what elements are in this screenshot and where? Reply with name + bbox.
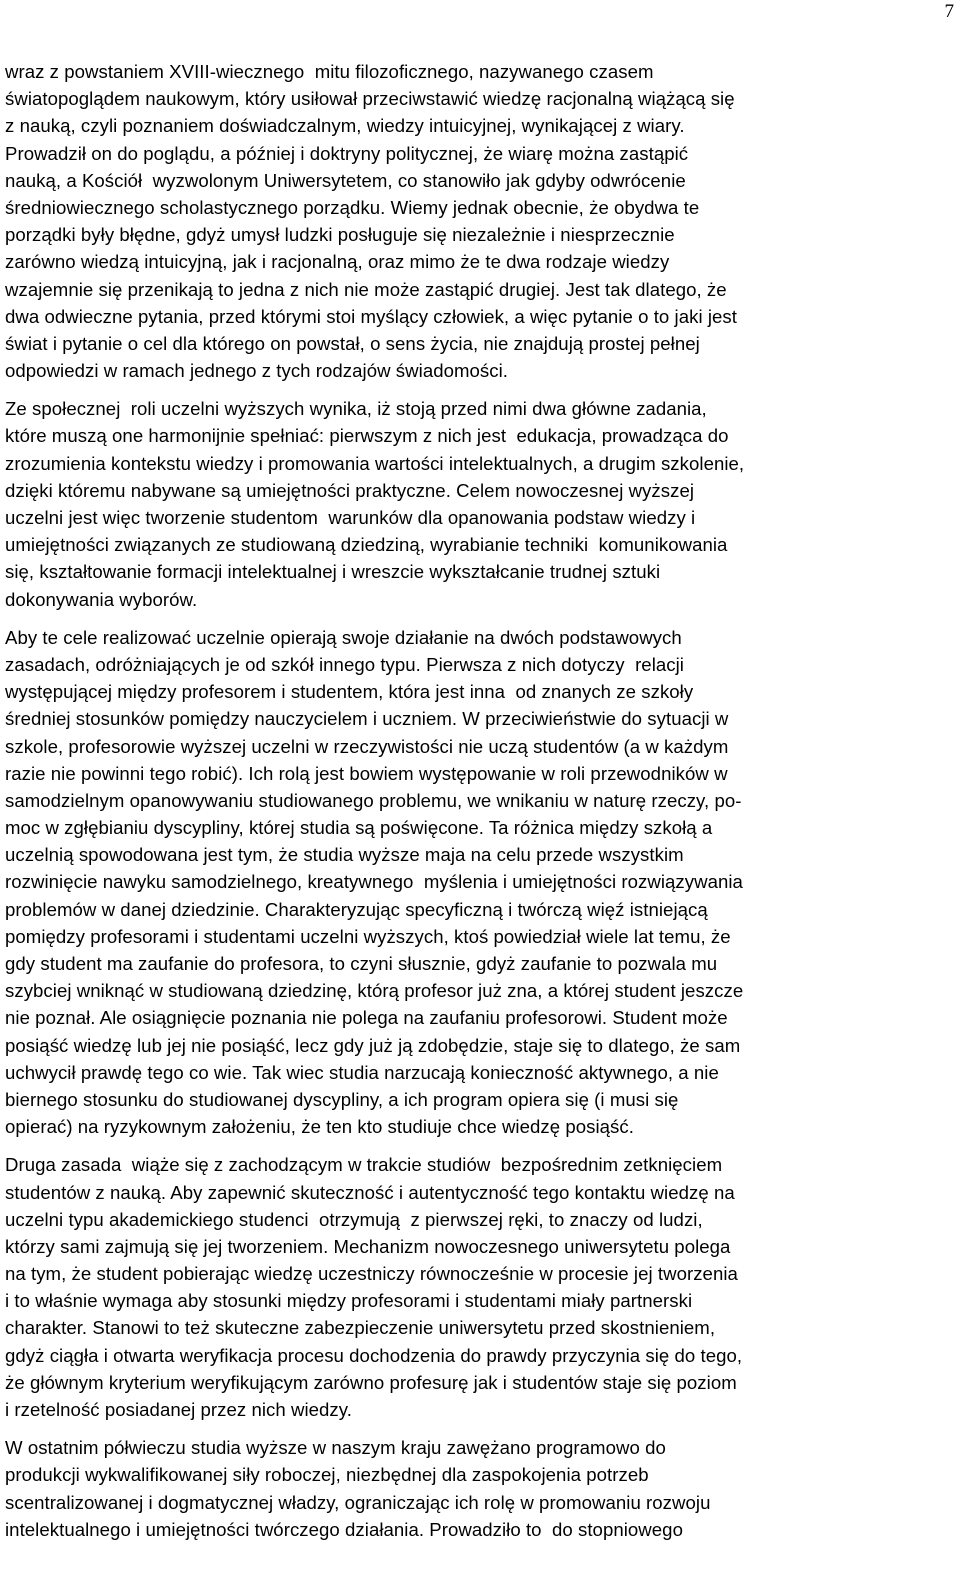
text-line: gdyż ciągła i otwarta weryfikacja procesu dochodzenia do prawdy przyczynia się do tego,: [5, 1344, 743, 1366]
text-line: dokonywania wyborów.: [5, 588, 198, 610]
text-line: problemów w danej dziedzinie. Charakteryzując specyficzną i twórczą więź istniejącą: [5, 898, 708, 920]
text-line: którzy sami zajmują się jej tworzeniem. Mechanizm nowoczesnego uniwersytetu polega: [5, 1235, 731, 1257]
text-line: na tym, że student pobierając wiedzę uczestniczy równocześnie w procesie jej tworzenia: [5, 1263, 738, 1285]
body-text: [5, 58, 950, 1554]
text-line: posiąść wiedzę lub jej nie posiąść, lecz gdy już ją zdobędzie, staje się to dlatego, że sam: [5, 1034, 741, 1056]
text-line: nie poznał. Ale osiągnięcie poznania nie polega na zaufaniu profesorowi. Student może: [5, 1007, 728, 1029]
text-line: biernego stosunku do studiowanej dyscypliny, a ich program opiera się (i musi się: [5, 1088, 679, 1110]
text-line: szybciej wniknąć w studiowaną dziedzinę, którą profesor już zna, a której student jeszcze: [5, 980, 744, 1002]
text-line: zarówno wiedzą intuicyjną, jak i racjonalną, oraz mimo że te dwa rodzaje wiedzy: [5, 251, 670, 273]
text-line: uczelnią spowodowana jest tym, że studia wyższe maja na celu przede wszystkim: [5, 844, 684, 866]
text-line: Prowadził on do poglądu, a później i doktryny politycznej, że wiarę można zastąpić: [5, 142, 689, 164]
text-line: gdy student ma zaufanie do profesora, to czyni słusznie, gdyż zaufanie to pozwala mu: [5, 953, 718, 974]
text-line: wraz z powstaniem XVIII-wiecznego mitu filozoficznego, nazywanego czasem: [5, 61, 654, 82]
text-line: produkcji wykwalifikowanej siły roboczej, niezbędnej dla zaspokojenia potrzeb: [5, 1464, 649, 1486]
text-line: zasadach, odróżniających je od szkół innego typu. Pierwsza z nich dotyczy relacji: [5, 653, 684, 675]
text-line: opierać) na ryzykownym założeniu, że ten kto studiuje chce wiedzę posiąść.: [5, 1116, 634, 1138]
text-line: że głównym kryterium weryfikującym zarówno profesurę jak i studentów staje się poziom: [5, 1371, 737, 1393]
text-line: pomiędzy profesorami i studentami uczelni wyższych, ktoś powiedział wiele lat temu, że: [5, 925, 731, 947]
text-line: uchwycił prawdę tego co wie. Tak wiec studia narzucają konieczność aktywnego, a nie: [5, 1061, 719, 1083]
text-line: światopoglądem naukowym, który usiłował przeciwstawić wiedzę racjonalną wiążącą się: [5, 88, 735, 110]
text-line: które muszą one harmonijnie spełniać: pierwszym z nich jest edukacja, prowadząca do: [5, 425, 729, 447]
page-number: 7: [944, 1, 954, 22]
text-line: umiejętności związanych ze studiowaną dziedziną, wyrabianie techniki komunikowania: [5, 534, 728, 556]
text-line: wzajemnie się przenikają to jedna z nich nie może zastąpić drugiej. Jest tak dlatego, że: [5, 278, 727, 300]
text-line: i rzetelność posiadanej przez nich wiedzy.: [5, 1399, 352, 1420]
text-line: dwa odwieczne pytania, przed którymi stoi myślący człowiek, a więc pytanie o to jaki jest: [5, 305, 737, 327]
text-line: scentralizowanej i dogmatycznej władzy, ograniczając ich rolę w promowaniu rozwoju: [5, 1491, 711, 1513]
text-line: samodzielnym opanowywaniu studiowanego problemu, we wnikaniu w naturę rzeczy, po-: [5, 789, 742, 811]
text-line: i to właśnie wymaga aby stosunki między profesorami i studentami miały partnerski: [5, 1290, 693, 1312]
text-line: średniowiecznego scholastycznego porządku. Wiemy jednak obecnie, że obydwa te: [5, 196, 700, 218]
paragraph: [5, 395, 950, 613]
paragraph: [5, 624, 950, 1141]
text-line: nauką, a Kościół wyzwolonym Uniwersytetem, co stanowiło jak gdyby odwrócenie: [5, 169, 686, 191]
text-line: uczelni jest więc tworzenie studentom warunków dla opanowania podstaw wiedzy i: [5, 507, 696, 528]
text-line: charakter. Stanowi to też skuteczne zabezpieczenie uniwersytetu przed skostnieniem,: [5, 1317, 716, 1339]
paragraph: [5, 1151, 950, 1423]
text-line: intelektualnego i umiejętności twórczego działania. Prowadziło to do stopniowego: [5, 1518, 683, 1540]
paragraph: [5, 58, 950, 384]
text-line: zrozumienia kontekstu wiedzy i promowania wartości intelektualnych, a drugim szkolenie,: [5, 452, 745, 474]
text-line: Ze społecznej roli uczelni wyższych wynika, iż stoją przed nimi dwa główne zadania,: [5, 398, 707, 420]
text-line: występującej między profesorem i studentem, która jest inna od znanych ze szkoły: [5, 681, 694, 703]
text-line: Aby te cele realizować uczelnie opierają swoje działanie na dwóch podstawowych: [5, 626, 682, 648]
text-line: odpowiedzi w ramach jednego z tych rodzajów świadomości.: [5, 360, 509, 382]
text-line: moc w zgłębianiu dyscypliny, której studia są poświęcone. Ta różnica między szkołą a: [5, 817, 713, 839]
text-line: W ostatnim półwieczu studia wyższe w naszym kraju zawężano programowo do: [5, 1437, 666, 1459]
paragraph: [5, 1434, 950, 1543]
text-line: rozwinięcie nawyku samodzielnego, kreatywnego myślenia i umiejętności rozwiązywania: [5, 871, 743, 893]
text-line: szkole, profesorowie wyższej uczelni w rzeczywistości nie uczą studentów (a w każdym: [5, 735, 729, 757]
text-line: się, kształtowanie formacji intelektualnej i wreszcie wykształcanie trudnej sztuki: [5, 561, 661, 583]
text-line: razie nie powinni tego robić). Ich rolą jest bowiem występowanie w roli przewodników w: [5, 762, 728, 784]
text-line: z nauką, czyli poznaniem doświadczalnym, wiedzy intuicyjnej, wynikającej z wiary.: [5, 115, 685, 137]
text-line: Druga zasada wiąże się z zachodzącym w trakcie studiów bezpośrednim zetknięciem: [5, 1154, 723, 1176]
text-line: porządki były błędne, gdyż umysł ludzki posługuje się niezależnie i niesprzecznie: [5, 224, 675, 246]
text-line: świat i pytanie o cel dla którego on powstał, o sens życia, nie znajdują prostej pełnej: [5, 332, 700, 354]
text-line: studentów z nauką. Aby zapewnić skuteczność i autentyczność tego kontaktu wiedzę na: [5, 1181, 735, 1203]
text-line: dzięki któremu nabywane są umiejętności praktyczne. Celem nowoczesnej wyższej: [5, 479, 695, 501]
text-line: uczelni typu akademickiego studenci otrzymują z pierwszej ręki, to znaczy od ludzi,: [5, 1208, 703, 1230]
text-line: średniej stosunków pomiędzy nauczycielem i uczniem. W przeciwieństwie do sytuacji w: [5, 708, 729, 730]
